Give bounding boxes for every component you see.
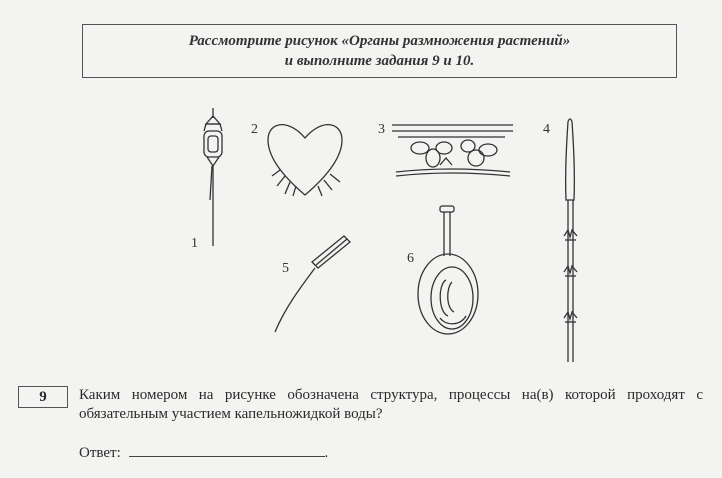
pistil-ovule-drawing [418, 206, 478, 334]
instruction-line-1: Рассмотрите рисунок «Органы размножения растений» [188, 33, 571, 49]
figure-label-6: 6 [407, 251, 414, 266]
horsetail-stem-drawing [564, 119, 577, 362]
figure-label-2: 2 [251, 122, 258, 137]
question-text: Каким номером на рисунке обозначена структура, процессы на(в) которой проходят с обязательным участием капельножидкой воды? [79, 387, 703, 422]
instruction-line-2: и выполните задания 9 и 10. [284, 53, 475, 69]
fern-sorus-section-drawing [392, 125, 513, 176]
answer-field[interactable] [129, 442, 325, 457]
task-number: 9 [39, 389, 47, 405]
figure-label-5: 5 [282, 261, 289, 276]
answer-label: Ответ: [79, 445, 121, 461]
figure-label-3: 3 [378, 122, 385, 137]
figure-label-1: 1 [191, 236, 198, 251]
stamen-drawing [275, 236, 350, 332]
answer-row [79, 442, 328, 463]
answer-end: . [324, 445, 329, 461]
moss-sporophyte-drawing [204, 108, 222, 246]
fern-prothallus-drawing [268, 125, 342, 196]
figure-label-4: 4 [543, 122, 550, 137]
task-number-box [18, 386, 68, 408]
